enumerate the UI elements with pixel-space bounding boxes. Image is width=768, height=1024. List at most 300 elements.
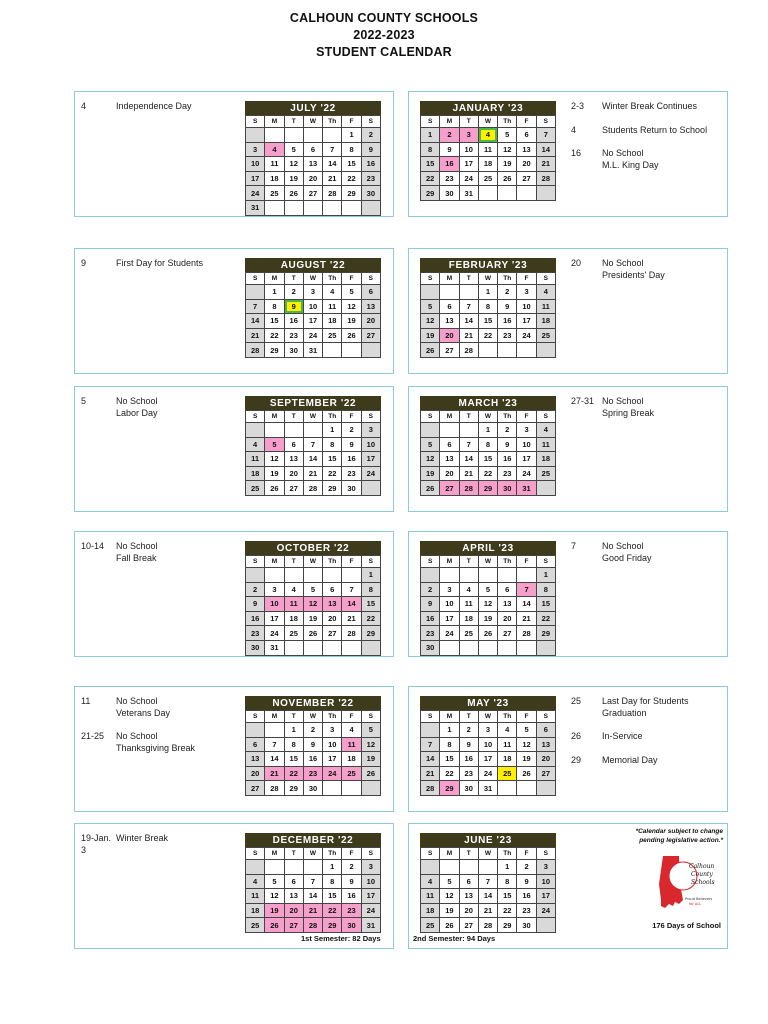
event-date: 19-Jan. 3 (81, 833, 112, 855)
day-cell: 3 (536, 860, 555, 875)
day-cell: 14 (265, 752, 284, 767)
empty-cell (284, 640, 303, 655)
day-cell: 14 (459, 314, 478, 329)
day-cell: 5 (421, 437, 440, 452)
month-calendar (245, 833, 381, 933)
empty-cell (421, 568, 440, 583)
day-cell: 30 (284, 343, 303, 358)
event-text: Independence Day (116, 101, 192, 111)
empty-cell (342, 343, 361, 358)
weekday-header: F (342, 848, 361, 860)
weekday-header: S (246, 556, 265, 568)
day-cell: 25 (246, 481, 265, 496)
day-cell: 31 (459, 186, 478, 201)
weekday-header: T (284, 411, 303, 423)
day-cell: 26 (265, 481, 284, 496)
day-cell: 23 (361, 171, 380, 186)
empty-cell (342, 640, 361, 655)
empty-cell (361, 481, 380, 496)
day-cell: 20 (303, 171, 322, 186)
month-calendar (420, 696, 556, 796)
weekday-header: S (246, 711, 265, 723)
day-cell: 10 (361, 437, 380, 452)
day-cell: 10 (517, 437, 536, 452)
day-cell: 25 (536, 328, 555, 343)
day-cell: 1 (284, 723, 303, 738)
day-cell: 27 (284, 918, 303, 933)
day-cell: 2 (421, 582, 440, 597)
weekday-header: S (536, 711, 555, 723)
empty-cell (478, 860, 497, 875)
day-cell: 17 (536, 889, 555, 904)
day-cell: 20 (323, 611, 342, 626)
day-cell: 7 (478, 874, 497, 889)
empty-cell (246, 568, 265, 583)
day-cell: 3 (478, 723, 497, 738)
month-panel-aug (74, 248, 394, 374)
event-item (571, 755, 727, 767)
day-cell: 17 (478, 752, 497, 767)
day-cell: 5 (284, 142, 303, 157)
day-cell: 18 (459, 611, 478, 626)
day-cell: 17 (517, 452, 536, 467)
day-cell: 12 (265, 452, 284, 467)
day-cell: 13 (459, 889, 478, 904)
day-cell: 29 (498, 918, 517, 933)
empty-cell (459, 860, 478, 875)
day-cell: 21 (459, 328, 478, 343)
day-cell: 9 (498, 437, 517, 452)
empty-cell (478, 568, 497, 583)
month-panel-may (408, 686, 728, 812)
empty-cell (342, 200, 361, 215)
legislative-note: *Calendar subject to change pending legislative action.* (635, 828, 723, 844)
weekday-header: Th (498, 556, 517, 568)
weekday-header: F (342, 411, 361, 423)
event-date: 21-25 (81, 731, 105, 741)
day-cell: 25 (284, 626, 303, 641)
day-cell: 25 (342, 766, 361, 781)
day-cell: 19 (478, 611, 497, 626)
day-cell: 28 (265, 781, 284, 796)
day-cell: 4 (246, 437, 265, 452)
weekday-header: Th (323, 556, 342, 568)
day-cell: 20 (246, 766, 265, 781)
day-cell: 26 (265, 918, 284, 933)
day-cell: 18 (323, 314, 342, 329)
day-cell: 13 (284, 452, 303, 467)
empty-cell (459, 285, 478, 300)
day-cell: 5 (361, 723, 380, 738)
month-title: SEPTEMBER '22 (245, 396, 381, 410)
event-text: Memorial Day (602, 754, 658, 765)
month-panel-sep (74, 386, 394, 512)
day-cell: 30 (440, 186, 459, 201)
event-text: No School Good Friday (602, 541, 652, 563)
empty-cell (303, 860, 322, 875)
day-cell: 22 (265, 328, 284, 343)
day-cell: 12 (498, 142, 517, 157)
empty-cell (478, 343, 497, 358)
day-cell: 30 (342, 481, 361, 496)
day-cell: 12 (342, 299, 361, 314)
day-cell: 23 (459, 766, 478, 781)
weekday-header: M (440, 556, 459, 568)
day-cell: 20 (459, 903, 478, 918)
day-cell: 20 (284, 903, 303, 918)
day-cell: 22 (478, 466, 497, 481)
day-cell: 10 (459, 142, 478, 157)
empty-cell (361, 343, 380, 358)
event-date: 5 (81, 396, 87, 406)
day-cell: 20 (517, 157, 536, 172)
day-cell: 6 (246, 737, 265, 752)
day-cell: 9 (303, 737, 322, 752)
event-text: No School Spring Break (602, 396, 655, 418)
day-cell: 19 (421, 466, 440, 481)
event-date: 20 (571, 258, 582, 268)
day-cell: 21 (459, 466, 478, 481)
empty-cell (498, 640, 517, 655)
day-cell: 9 (459, 737, 478, 752)
day-cell: 8 (478, 437, 497, 452)
day-cell: 24 (361, 903, 380, 918)
weekday-header: M (265, 848, 284, 860)
weekday-header: W (303, 556, 322, 568)
event-item (571, 148, 727, 171)
day-cell: 28 (246, 343, 265, 358)
day-cell: 16 (459, 752, 478, 767)
month-panel-feb (408, 248, 728, 374)
weekday-header: M (440, 411, 459, 423)
day-cell: 16 (246, 611, 265, 626)
day-cell: 26 (498, 171, 517, 186)
day-cell: 31 (303, 343, 322, 358)
day-cell: 1 (323, 860, 342, 875)
weekday-header: T (284, 116, 303, 128)
empty-cell (303, 423, 322, 438)
weekday-header: S (421, 848, 440, 860)
weekday-header: S (536, 273, 555, 285)
empty-cell (517, 568, 536, 583)
day-cell: 20 (361, 314, 380, 329)
day-cell: 2 (342, 860, 361, 875)
empty-cell (536, 186, 555, 201)
day-cell: 16 (498, 314, 517, 329)
weekday-header: F (342, 711, 361, 723)
day-cell: 11 (246, 452, 265, 467)
empty-cell (459, 640, 478, 655)
day-cell: 15 (323, 452, 342, 467)
events-list (81, 396, 241, 420)
day-cell: 11 (284, 597, 303, 612)
day-cell: 3 (361, 423, 380, 438)
day-cell: 11 (478, 142, 497, 157)
day-cell: 24 (478, 766, 497, 781)
weekday-header: W (303, 116, 322, 128)
month-calendar (245, 541, 381, 656)
weekday-header: T (459, 556, 478, 568)
day-cell: 24 (440, 626, 459, 641)
day-cell: 22 (323, 466, 342, 481)
day-cell: 28 (342, 626, 361, 641)
day-cell: 3 (265, 582, 284, 597)
day-cell: 4 (323, 285, 342, 300)
event-item (81, 101, 241, 113)
day-cell: 3 (517, 423, 536, 438)
day-cell: 27 (440, 343, 459, 358)
day-cell: 22 (284, 766, 303, 781)
weekday-header: F (517, 116, 536, 128)
empty-cell (323, 343, 342, 358)
day-cell: 4 (536, 423, 555, 438)
day-cell: 2 (246, 582, 265, 597)
weekday-header: S (421, 411, 440, 423)
event-text: No School Presidents' Day (602, 258, 665, 280)
day-cell: 22 (498, 903, 517, 918)
day-cell: 22 (323, 903, 342, 918)
day-cell: 31 (265, 640, 284, 655)
empty-cell (284, 200, 303, 215)
day-cell: 24 (323, 766, 342, 781)
day-cell: 23 (440, 171, 459, 186)
day-cell: 29 (478, 481, 497, 496)
day-cell: 17 (323, 752, 342, 767)
weekday-header: T (459, 711, 478, 723)
day-cell: 16 (342, 452, 361, 467)
school-year: 2022-2023 (353, 28, 415, 42)
month-calendar (420, 541, 556, 656)
page-header (0, 10, 768, 61)
weekday-header: W (478, 116, 497, 128)
day-cell: 12 (284, 157, 303, 172)
day-cell: 24 (246, 186, 265, 201)
day-cell: 13 (303, 157, 322, 172)
day-cell: 25 (536, 466, 555, 481)
empty-cell (303, 640, 322, 655)
day-cell: 14 (342, 597, 361, 612)
day-cell: 15 (478, 314, 497, 329)
day-cell: 10 (361, 874, 380, 889)
day-cell: 23 (498, 328, 517, 343)
day-cell: 25 (478, 171, 497, 186)
day-cell: 18 (536, 452, 555, 467)
event-item (571, 125, 727, 137)
empty-cell (517, 343, 536, 358)
empty-cell (342, 568, 361, 583)
day-cell: 24 (303, 328, 322, 343)
day-cell: 8 (478, 299, 497, 314)
month-panel-dec (74, 823, 394, 949)
event-item (571, 731, 727, 743)
day-cell: 26 (342, 328, 361, 343)
day-cell: 21 (246, 328, 265, 343)
day-cell: 8 (284, 737, 303, 752)
day-cell: 30 (459, 781, 478, 796)
day-cell: 27 (440, 481, 459, 496)
svg-text:Calhoun: Calhoun (689, 863, 715, 870)
day-cell: 5 (498, 128, 517, 143)
weekday-header: S (361, 556, 380, 568)
day-cell: 5 (421, 299, 440, 314)
empty-cell (303, 568, 322, 583)
event-item (571, 396, 727, 419)
day-cell: 27 (323, 626, 342, 641)
weekday-header: S (421, 116, 440, 128)
day-cell: 7 (265, 737, 284, 752)
day-cell: 20 (284, 466, 303, 481)
day-cell: 9 (342, 874, 361, 889)
day-cell: 14 (478, 889, 497, 904)
day-cell: 7 (246, 299, 265, 314)
day-cell: 26 (303, 626, 322, 641)
day-cell: 8 (265, 299, 284, 314)
day-cell: 4 (246, 874, 265, 889)
day-cell: 3 (323, 723, 342, 738)
day-cell: 13 (536, 737, 555, 752)
day-cell: 6 (536, 723, 555, 738)
day-cell: 6 (440, 299, 459, 314)
event-text: Winter Break (116, 833, 169, 843)
day-cell: 18 (421, 903, 440, 918)
day-cell: 1 (478, 423, 497, 438)
empty-cell (246, 285, 265, 300)
weekday-header: F (517, 411, 536, 423)
empty-cell (284, 568, 303, 583)
day-cell: 1 (440, 723, 459, 738)
day-cell: 21 (517, 611, 536, 626)
day-cell: 13 (440, 452, 459, 467)
day-cell: 18 (246, 903, 265, 918)
event-item (81, 396, 241, 419)
day-cell: 7 (323, 142, 342, 157)
day-cell: 6 (284, 874, 303, 889)
day-cell: 26 (421, 343, 440, 358)
day-cell: 27 (536, 766, 555, 781)
event-date: 4 (81, 101, 87, 111)
events-list (81, 101, 241, 114)
day-cell: 4 (478, 128, 497, 143)
month-calendar (420, 101, 556, 201)
empty-cell (265, 568, 284, 583)
day-cell: 26 (478, 626, 497, 641)
weekday-header: M (265, 556, 284, 568)
day-cell: 28 (323, 186, 342, 201)
day-cell: 29 (265, 343, 284, 358)
month-panel-apr (408, 531, 728, 657)
day-cell: 12 (517, 737, 536, 752)
day-cell: 20 (498, 611, 517, 626)
day-cell: 21 (421, 766, 440, 781)
day-cell: 12 (265, 889, 284, 904)
day-cell: 24 (517, 328, 536, 343)
empty-cell (361, 640, 380, 655)
day-cell: 4 (536, 285, 555, 300)
empty-cell (246, 128, 265, 143)
empty-cell (284, 423, 303, 438)
event-text: First Day for Students (116, 258, 204, 268)
day-cell: 11 (536, 299, 555, 314)
day-cell: 23 (246, 626, 265, 641)
empty-cell (323, 128, 342, 143)
day-cell: 21 (536, 157, 555, 172)
day-cell: 9 (517, 874, 536, 889)
day-cell: 16 (498, 452, 517, 467)
day-cell: 19 (284, 171, 303, 186)
weekday-header: M (440, 711, 459, 723)
day-cell: 7 (303, 437, 322, 452)
day-cell: 7 (536, 128, 555, 143)
event-item (571, 258, 727, 281)
day-cell: 9 (361, 142, 380, 157)
day-cell: 6 (440, 437, 459, 452)
day-cell: 19 (303, 611, 322, 626)
day-cell: 15 (498, 889, 517, 904)
weekday-header: W (303, 848, 322, 860)
day-cell: 15 (342, 157, 361, 172)
day-cell: 12 (421, 314, 440, 329)
day-cell: 14 (323, 157, 342, 172)
day-cell: 25 (246, 918, 265, 933)
day-cell: 23 (498, 466, 517, 481)
day-cell: 9 (440, 142, 459, 157)
empty-cell (517, 186, 536, 201)
day-cell: 11 (246, 889, 265, 904)
day-cell: 4 (459, 582, 478, 597)
day-cell: 19 (421, 328, 440, 343)
empty-cell (536, 640, 555, 655)
day-cell: 27 (284, 481, 303, 496)
weekday-header: S (361, 711, 380, 723)
day-cell: 24 (265, 626, 284, 641)
day-cell: 30 (421, 640, 440, 655)
weekday-header: Th (498, 848, 517, 860)
day-cell: 23 (517, 903, 536, 918)
day-cell: 8 (361, 582, 380, 597)
day-cell: 6 (323, 582, 342, 597)
weekday-header: S (246, 848, 265, 860)
day-cell: 15 (536, 597, 555, 612)
day-cell: 22 (361, 611, 380, 626)
weekday-header: S (421, 711, 440, 723)
svg-text:for ALL: for ALL (689, 902, 702, 906)
weekday-header: F (342, 116, 361, 128)
day-cell: 3 (517, 285, 536, 300)
day-cell: 13 (323, 597, 342, 612)
day-cell: 10 (536, 874, 555, 889)
day-cell: 15 (265, 314, 284, 329)
weekday-header: F (342, 556, 361, 568)
empty-cell (440, 640, 459, 655)
day-cell: 7 (421, 737, 440, 752)
day-cell: 10 (265, 597, 284, 612)
event-item (81, 833, 241, 856)
day-cell: 27 (517, 171, 536, 186)
weekday-header: T (284, 273, 303, 285)
day-cell: 26 (440, 918, 459, 933)
day-cell: 14 (303, 452, 322, 467)
day-cell: 8 (323, 437, 342, 452)
event-date: 10-14 (81, 541, 105, 551)
month-title: MARCH '23 (420, 396, 556, 410)
day-cell: 10 (323, 737, 342, 752)
empty-cell (440, 285, 459, 300)
month-title: MAY '23 (420, 696, 556, 710)
day-cell: 8 (342, 142, 361, 157)
day-cell: 10 (246, 157, 265, 172)
month-calendar (245, 396, 381, 496)
events-list (81, 696, 241, 755)
